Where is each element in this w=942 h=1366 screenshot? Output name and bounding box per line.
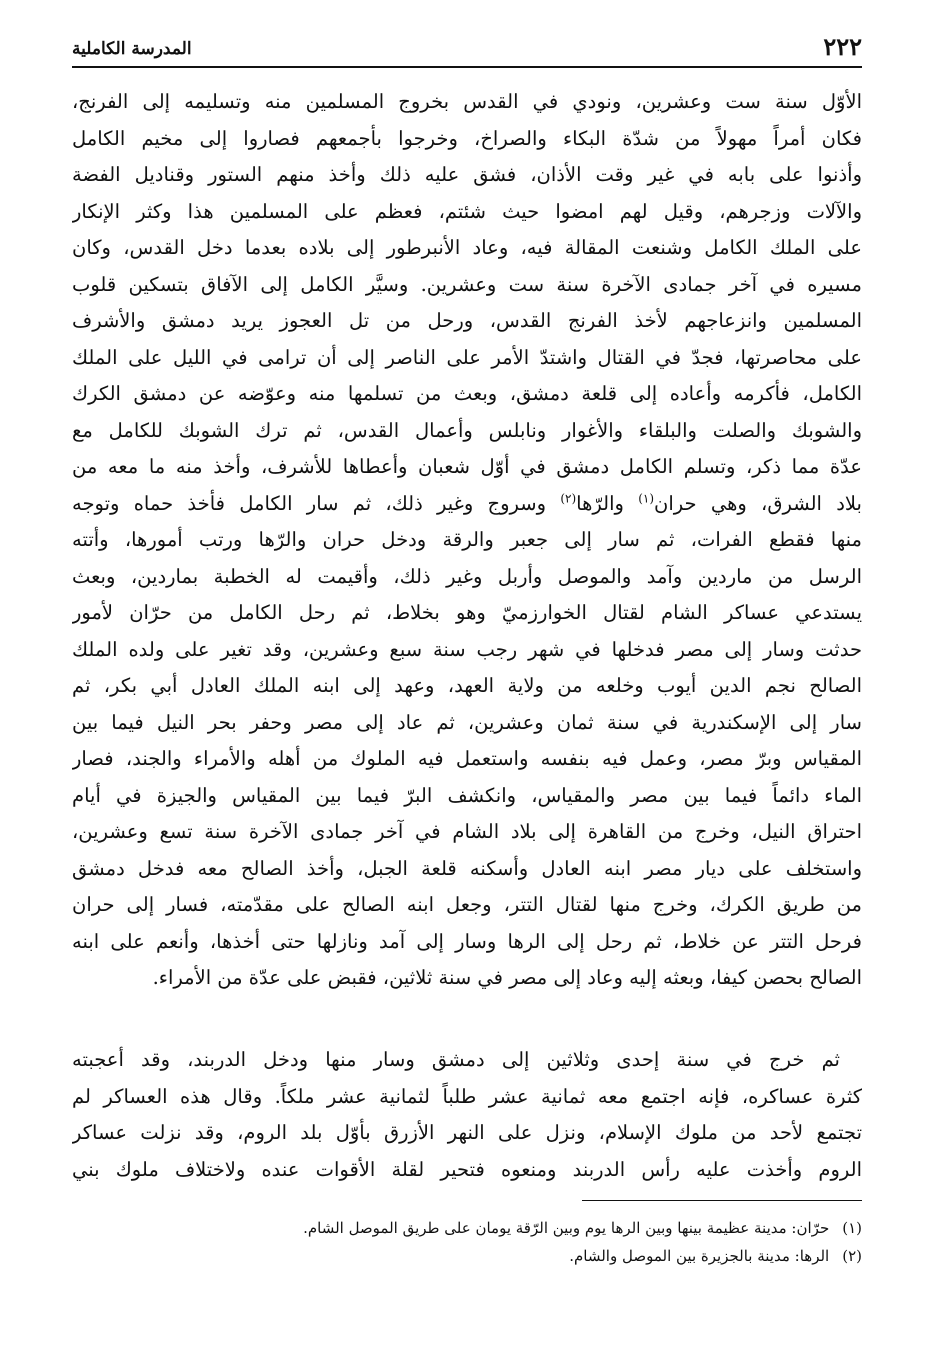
- text-line: على محاصرتها، فجدّ في القتال واشتدّ الأمر على الناصر إلى أن ترامى في الليل على الملك: [72, 345, 862, 369]
- footnote-mark: (٢): [842, 1247, 862, 1265]
- text-line: كثرة عساكره، فإنه اجتمع معه ثمانية عشر طلباً لثمانية عشر ملكاً. وقال هذه العساكر لم: [72, 1084, 862, 1108]
- running-head: [72, 30, 862, 68]
- footnote-2: [72, 1242, 862, 1270]
- text-line: الصالح بحصن كيفا، وبعثه إليه وعاد إلى مصر في سنة ثلاثين، فقبض على عدّة من الأمراء.: [152, 966, 862, 989]
- footnote-mark: (١): [842, 1219, 862, 1237]
- text-line: الروم وأخذت عليه رأس الدربند ومنعوه فتحير لقلة الأقوات عنده ولاختلاف ملوك بني: [72, 1157, 862, 1181]
- text-line: حدثت وسار إلى مصر فدخلها في شهر رجب سنة سبع وعشرين، وقد تغير على ولده الملك: [72, 637, 862, 661]
- text-line: الصالح نجم الدين أيوب وخلعه من ولاية العهد، وعهد إلى ابنه الملك العادل أبي بكر، ثم: [72, 674, 862, 697]
- page-number: ٢٢٢: [823, 32, 862, 61]
- footnote-divider: [582, 1200, 862, 1201]
- text-line: ثم خرج في سنة إحدى وثلاثين إلى دمشق وسار منها ودخل الدربند، وقد أعجبته: [72, 1048, 840, 1071]
- text-line: احتراق النيل، وخرج من القاهرة إلى بلاد الشام في آخر جمادى الآخرة سنة تسع وعشرين،: [72, 820, 862, 843]
- text-line: تجتمع لأحد من ملوك الإسلام، ونزل على النهر الأزرق بأوّل بلد الروم، وقد نزلت عساكر: [72, 1121, 862, 1144]
- text-line: وأذنوا على بابه في غير وقت الأذان، فشق عليه ذلك وأخذ منهم الستور وقناديل الفضة: [72, 163, 862, 186]
- text-line: الرسل من ماردين وآمد والموصل وأربل وغير ذلك، وأقيمت له الخطبة بماردين، وبعث: [72, 564, 862, 588]
- main-text-paragraph-1: [72, 84, 862, 997]
- text-line: الماء دائماً فيما بين مصر والمقياس، وانكشف البرّ فيما بين المقياس والجيزة في أيام: [72, 783, 862, 807]
- footnote-ref-1[interactable]: (١): [638, 491, 655, 505]
- text-line: واستخلف على ديار مصر ابنه العادل وأسكنه قلعة الجبل، وأخذ الصالح معه فدخل دمشق: [72, 856, 862, 880]
- text-line: فرحل التتر عن خلاط، ثم رحل إلى الرها وسار إلى آمد ونازلها حتى أخذها، وأنعم على ابنه: [72, 929, 862, 953]
- line-text-part: بلاد الشرق، وهي حران: [654, 491, 862, 515]
- main-text-paragraph-2: [72, 1042, 862, 1188]
- text-line: فكان أمراً مهولاً من شدّة البكاء والصراخ، وخرجوا بأجمعهم فصاروا إلى مخيم الكامل: [72, 126, 862, 150]
- text-line: على الملك الكامل وشنعت المقالة فيه، وعاد الأنبرطور إلى بلاده بعدما دخل القدس، وكان: [72, 236, 862, 259]
- line-text-part: وسروج وغير ذلك، ثم سار الكامل فأخذ حماه وتوجه: [72, 491, 561, 515]
- text-line: منها فقطع الفرات، ثم سار إلى جعبر والرقة ودخل حران والرّها ورتب أمورها، وأتته: [72, 528, 862, 551]
- footnote-ref-2[interactable]: (٢): [560, 491, 577, 505]
- book-title: المدرسة الكاملية: [72, 39, 192, 59]
- text-line: والآلات وزجرهم، وقيل لهم امضوا حيث شئتم، فعظم على المسلمين هذا وكثر الإنكار: [72, 199, 862, 223]
- footnote-1: [72, 1214, 862, 1242]
- text-line: يستدعي عساكر الشام لقتال الخوارزميّ وهو بخلاط، ثم رحل الكامل من حرّان لأمور: [72, 601, 862, 624]
- text-line: المسلمين وانزعاجهم لأخذ الفرنج القدس، ورحل من تل العجوز يريد دمشق والأشرف: [72, 309, 862, 332]
- line-text-part: والرّها: [576, 491, 639, 515]
- text-line-with-footnote-refs: [72, 486, 862, 523]
- footnotes: [72, 1214, 862, 1270]
- text-line: من طريق الكرك، وخرج منها لقتال التتر، وجعل ابنه الصالح على مقدّمته، فسار إلى حران: [72, 893, 862, 916]
- text-line: الكامل، فأكرمه وأعاده إلى قلعة دمشق، وبعث من تسلمها منه وعوّضه عن دمشق الكرك: [72, 382, 862, 405]
- footnote-text: الرها: مدينة بالجزيرة بين الموصل والشام.: [569, 1247, 830, 1265]
- footnote-text: حرّان: مدينة عظيمة بينها وبين الرها يوم وبين الرّقة يومان على طريق الموصل الشام.: [303, 1219, 830, 1237]
- text-line: والشوبك والصلت والبلقاء والأغوار ونابلس وأعمال القدس، ثم ترك الشوبك للكامل مع: [72, 418, 862, 442]
- text-line: عدّة مما ذكر، وتسلم الكامل دمشق في أوّل شعبان وأعطاها للأشرف، وأخذ منه ما معه من: [72, 455, 862, 478]
- text-line: سار إلى الإسكندرية في سنة ثمان وعشرين، ثم عاد إلى مصر وحفر بحر النيل فيما بين: [72, 710, 862, 734]
- text-line: مسيره في آخر جمادى الآخرة سنة ست وعشرين. وسيَّر الكامل إلى الآفاق بتسكين قلوب: [72, 272, 862, 296]
- text-line: الأوّل سنة ست وعشرين، ونودي في القدس بخروج المسلمين منه وتسليمه إلى الفرنج،: [72, 90, 862, 113]
- text-line: المقياس وبرّ مصر، وعمل فيه بنفسه واستعمل فيه الملوك من أهله والأمراء والجند، فصار: [72, 747, 862, 770]
